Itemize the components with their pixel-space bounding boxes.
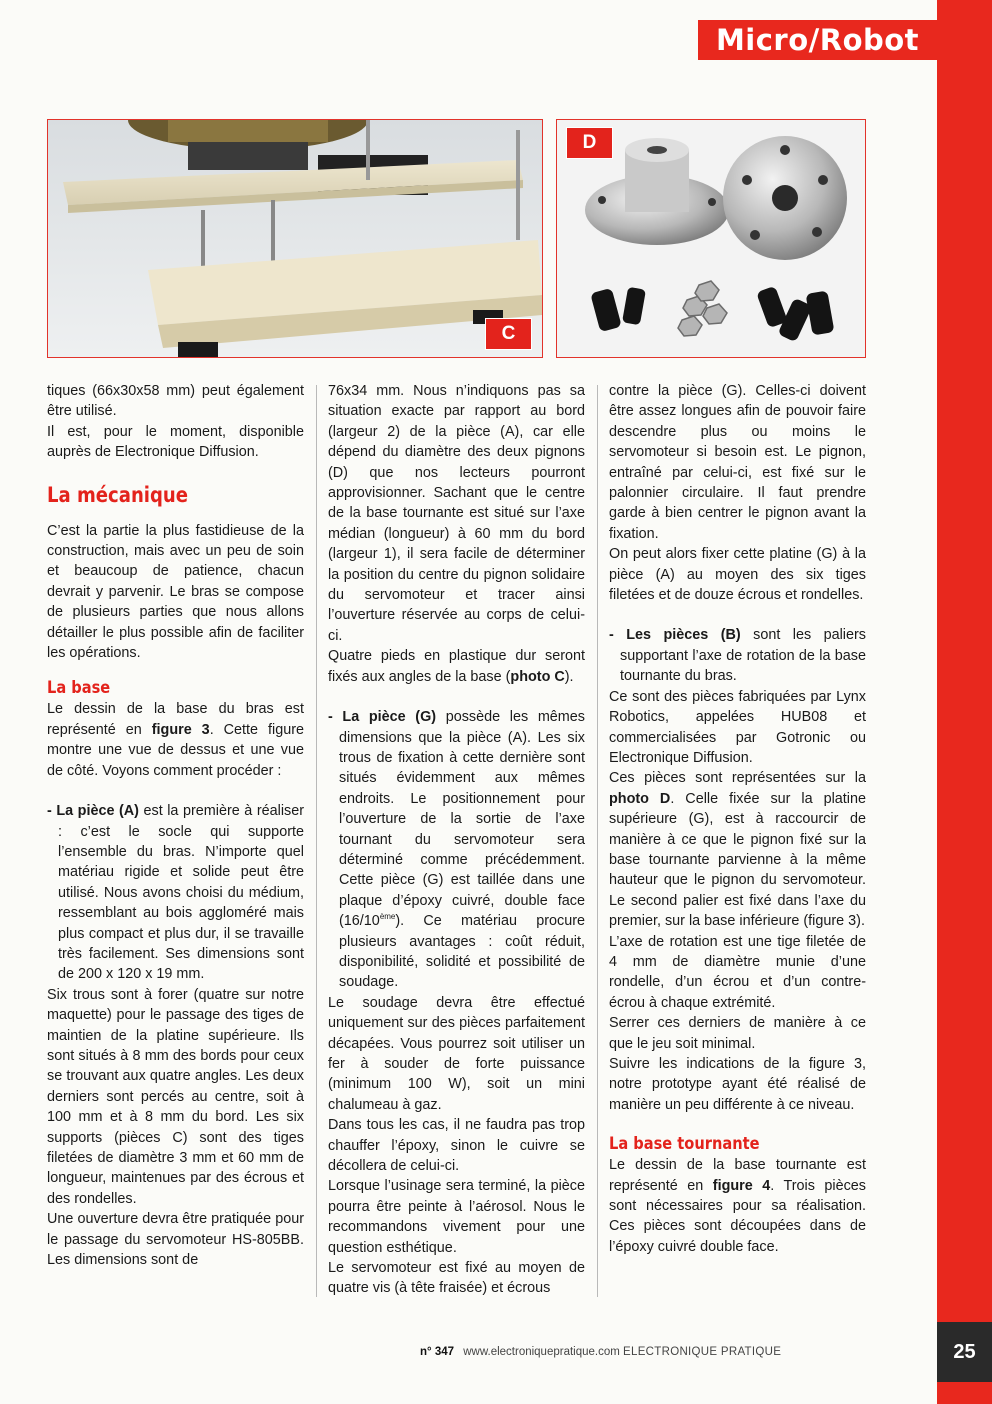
paragraph: Lorsque l’usinage sera terminé, la pièce pourra être peinte à l’aérosol. Nous le recommandons vivement pour une question esthétique. <box>328 1178 585 1256</box>
paragraph: Le dessin de la base tournante est représenté en figure 4. Trois pièces sont nécessaires pour sa réalisation. Ces pièces sont découpées dans de l’époxy cuivré double face. <box>609 1157 866 1255</box>
photo-ref: photo D <box>609 790 671 807</box>
photo-c <box>47 119 543 358</box>
page-number: 25 <box>937 1322 992 1382</box>
bullet-piece-a: - La pièce (A) est la première à réaliser : c’est le socle qui supporte l’ensemble du bras. N’importe quel matériau rigide et solide peut être utilisé. Nous avons choisi du médium, ressemblant au bois aggloméré mais plus compact et plus dur, il se travaille très facilement. Ses dimensions sont de 200 x 120 x 19 mm. <box>47 803 305 983</box>
paragraph: On peut alors fixer cette platine (G) à la pièce (A) au moyen des six tiges filetées et de douze écrous et rondelles. <box>609 546 866 604</box>
photo-ref: photo C <box>510 668 565 685</box>
paragraph: contre la pièce (G). Celles-ci doivent être assez longues afin de pouvoir faire descendre plus ou moins le servomoteur si besoin est. Le pignon, entraîné par celui-ci, est fixé sur le palonnier circulaire. Il faut prendre garde à bien centrer le pignon avant la fixation. <box>609 383 866 542</box>
page-footer <box>420 1346 781 1358</box>
figure-ref: figure 4 <box>712 1177 771 1194</box>
paragraph: Serrer ces derniers de manière à ce que le jeu soit minimal. <box>609 1015 866 1052</box>
paragraph: C’est la partie la plus fastidieuse de la construction, mais avec un peu de soin et beaucoup de patience, chacun devrait y parvenir. Le bras se compose de plusieurs parties que nous allons détailler le plus possible afin de faciliter les opérations. <box>47 522 304 662</box>
paragraph: tiques (66x30x58 mm) peut également être utilisé. <box>47 383 304 420</box>
heading-base-tournante: La base tournante <box>609 1134 760 1155</box>
heading-mecanique: La mécanique <box>47 482 189 507</box>
photo-c-label: C <box>485 318 532 350</box>
paragraph: Le servomoteur est fixé au moyen de quatre vis (à tête fraisée) et écrous <box>328 1260 585 1297</box>
column-3 <box>609 381 866 1257</box>
photo-d-label: D <box>566 127 613 159</box>
issue-number: n° 347 <box>420 1346 455 1358</box>
column-divider-2 <box>597 385 598 1297</box>
paragraph: Suivre les indications de la figure 3, notre prototype ayant été réalisé de manière un peu différente à ce niveau. <box>609 1056 866 1113</box>
paragraph: Il est, pour le moment, disponible auprès de Electronique Diffusion. <box>47 423 304 461</box>
base-assembly-illustration <box>48 120 542 357</box>
bullet-pieces-b: - Les pièces (B) sont les paliers supportant l’axe de rotation de la base tournante du bras. <box>609 627 866 685</box>
paragraph: Ces pièces sont représentées sur la photo D. Celle fixée sur la platine supérieure (G), est à raccourcir de manière à ce que le pignon fixé sur la base tournante parvienne à la même hauteur que le pignon du servomoteur. Le second palier est fixé dans l’axe du premier, sur la base inférieure (figure 3). <box>609 770 866 930</box>
paragraph: Ce sont des pièces fabriquées par Lynx Robotics, appelées HUB08 et commercialisées par Gotronic ou Electronique Diffusion. <box>609 688 866 766</box>
column-2 <box>328 381 585 1299</box>
column-divider-1 <box>316 385 317 1297</box>
magazine-name: ELECTRONIQUE PRATIQUE <box>623 1346 782 1358</box>
paragraph: Dans tous les cas, il ne faudra pas trop chauffer l’époxy, sinon le cuivre se décollera de celui-ci. <box>328 1117 585 1175</box>
heading-la-base: La base <box>47 678 111 699</box>
paragraph: Le soudage devra être effectué uniquement sur des pièces parfaitement décapées. Vous pourrez soit utiliser un fer à souder de forte puissance (minimum 100 W), soit un mini chalumeau à gaz. <box>328 994 585 1113</box>
page-edge-bar <box>937 0 992 1404</box>
figure-ref: figure 3 <box>151 721 210 738</box>
paragraph: 76x34 mm. Nous n’indiquons pas sa situation exacte par rapport au bord (largeur 2) de la pièce (A), car elle dépend du diamètre des deux pignons (D) que nos lecteurs pourront approvisionner. Sachant que le centre de la base tournante est situé sur l’axe médian (longueur) à 60 mm du bord (largeur 1), il sera facile de déterminer la position du centre du pignon solidaire du servomoteur et tracer ainsi l’ouverture réservée au corps de celui-ci. <box>328 383 585 644</box>
paragraph: Six trous sont à forer (quatre sur notre maquette) pour le passage des tiges de maintien de la platine supérieure. Ils sont situés à 8 mm des bords pour ceux se trouvant aux quatre angles. Les deux derniers sont percés au centre, soit à 100 mm et à 8 mm du bord. Les six supports (pièces C) sont des tiges filetées de diamètre 3 mm et 60 mm de longueur, maintenues par des écrous et des rondelles. <box>47 986 304 1207</box>
website-url: www.electroniquepratique.com <box>463 1346 620 1358</box>
bullet-piece-g: - La pièce (G) possède les mêmes dimensions que la pièce (A). Les six trous de fixation à cette dernière sont situés évidemment aux mêmes endroits. Le positionnement pour l’ouverture de la sortie de l’axe tournant du servomoteur sera déterminé comme précédemment. Cette pièce (G) est taillée dans une plaque d’époxy cuivré, double face (16/10ème). Ce matériau procure plusieurs avantages : coût réduit, disponibilité, solidité et possibilité de soudage. <box>328 709 585 991</box>
column-1 <box>47 381 304 1270</box>
paragraph: Une ouverture devra être pratiquée pour le passage du servomoteur HS-805BB. Les dimensions sont de <box>47 1211 304 1269</box>
paragraph: L’axe de rotation est une tige filetée de 4 mm de diamètre munie d’une rondelle, d’un écrou et d’un contre-écrou à chaque extrémité. <box>609 933 866 1011</box>
photo-d <box>556 119 866 358</box>
paragraph: Le dessin de la base du bras est représenté en figure 3. Cette figure montre une vue de dessus et une vue de côté. Voyons comment procéder : <box>47 701 305 779</box>
paragraph: Quatre pieds en plastique dur seront fixés aux angles de la base (photo C). <box>328 648 585 685</box>
section-tab: Micro/Robot <box>698 20 937 60</box>
